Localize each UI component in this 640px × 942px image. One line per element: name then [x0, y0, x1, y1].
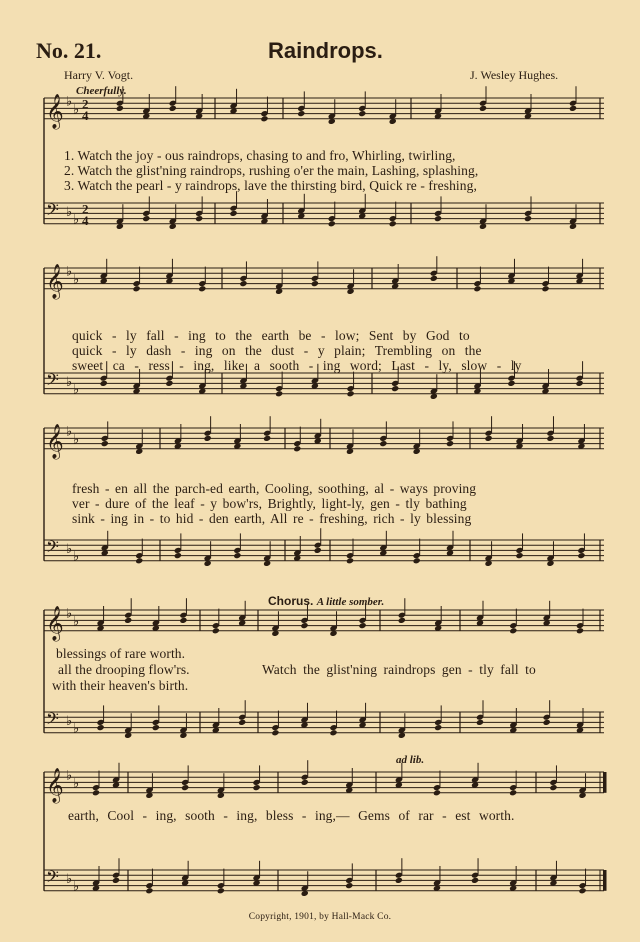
flat-icon: ♭: [73, 879, 80, 895]
lyric-line: all the drooping flow'rs.: [58, 662, 190, 677]
note-head: [212, 627, 220, 634]
flat-icon: ♭: [73, 432, 80, 448]
flat-icon: ♭: [66, 606, 73, 622]
lyric-line: quick - ly dash - ing on the dust - y plain; Trembling on the: [72, 343, 482, 358]
flat-icon: ♭: [73, 614, 80, 630]
flat-icon: ♭: [73, 776, 80, 792]
hymn-number: No. 21.: [36, 38, 102, 63]
note-head: [181, 784, 189, 791]
note-head: [569, 105, 577, 112]
note-head: [314, 547, 322, 554]
flat-icon: ♭: [66, 264, 73, 280]
flat-icon: ♭: [66, 871, 73, 887]
lyric-line: earth, Cool - ing, sooth - ing, bless - ing,— Gems of rar - est worth.: [68, 808, 515, 823]
note-head: [509, 627, 517, 634]
note-head: [233, 552, 241, 559]
note-head: [239, 280, 247, 287]
note-head: [174, 552, 182, 559]
note-head: [524, 215, 532, 222]
note-head: [389, 220, 397, 227]
note-head: [92, 789, 100, 796]
note-head: [253, 784, 261, 791]
flat-icon: ♭: [73, 549, 80, 565]
chorus-label: Chorus. A little somber.: [268, 594, 385, 608]
note-head: [576, 627, 584, 634]
flat-icon: ♭: [73, 212, 80, 228]
time-signature: 4: [82, 212, 89, 228]
flat-icon: ♭: [73, 382, 80, 398]
lyric-line: 2. Watch the glist'ning raindrops, rushing o'er the main, Lashing, splashing,: [64, 163, 479, 178]
note-head: [413, 557, 421, 564]
time-signature: 2: [82, 201, 89, 217]
note-head: [297, 110, 305, 117]
note-head: [198, 285, 206, 292]
note-head: [293, 445, 301, 452]
note-head: [271, 729, 279, 736]
treble-clef-icon: 𝄞: [46, 263, 64, 299]
composer-credit: J. Wesley Hughes.: [470, 68, 559, 82]
note-head: [398, 617, 406, 624]
note-head: [124, 617, 132, 624]
bass-clef-icon: 𝄢: [46, 536, 59, 561]
lyric-line: with their heaven's birth.: [52, 678, 189, 693]
note-head: [217, 887, 225, 894]
tempo-marking: Cheerfully.: [76, 85, 127, 97]
note-head: [204, 435, 212, 442]
note-head: [329, 729, 337, 736]
note-head: [179, 617, 187, 624]
note-head: [145, 887, 153, 894]
lyric-line: sweet ca - ress - ing, like a sooth - ing word; Last - ly, slow - ly: [72, 358, 522, 373]
flat-icon: ♭: [73, 721, 80, 737]
time-signature: 2: [82, 96, 89, 112]
lyric-line: 3. Watch the pearl - y raindrops, lave the thirsting bird, Quick re - freshing,: [64, 178, 477, 193]
note-head: [430, 275, 438, 282]
chorus-direction: A little somber.: [316, 596, 385, 608]
note-head: [358, 110, 366, 117]
lyric-line: sink - ing in - to hid - den earth, All re - freshing, rich - ly blessing: [72, 511, 472, 526]
note-head: [260, 115, 268, 122]
note-head: [101, 440, 109, 447]
note-head: [311, 280, 319, 287]
copyright-notice: Copyright, 1901, by Hall-Mack Co.: [248, 912, 392, 922]
flat-icon: ♭: [73, 102, 80, 118]
note-head: [238, 719, 246, 726]
note-head: [473, 285, 481, 292]
note-head: [507, 380, 515, 387]
note-head: [263, 435, 271, 442]
note-head: [346, 557, 354, 564]
note-head: [142, 215, 150, 222]
treble-clef-icon: 𝄞: [46, 605, 64, 641]
bass-clef-icon: 𝄢: [46, 369, 59, 394]
lyric-line: fresh - en all the parch-ed earth, Cooling, soothing, al - ways proving: [72, 481, 477, 496]
lyric-line: blessings of rare worth.: [56, 646, 186, 661]
note-head: [300, 622, 308, 629]
final-barline: [603, 772, 607, 793]
note-head: [434, 724, 442, 731]
note-head: [395, 877, 403, 884]
note-head: [112, 877, 120, 884]
flat-icon: ♭: [66, 204, 73, 220]
note-head: [275, 390, 283, 397]
lyric-line: ver - dure of the leaf - y bow'rs, Brightly, light-ly, gen - tly bathing: [72, 496, 467, 511]
note-head: [345, 882, 353, 889]
note-head: [434, 215, 442, 222]
note-head: [97, 724, 105, 731]
note-head: [543, 719, 551, 726]
note-head: [301, 779, 309, 786]
flat-icon: ♭: [73, 272, 80, 288]
note-head: [379, 440, 387, 447]
note-head: [328, 220, 336, 227]
note-head: [347, 390, 355, 397]
hymn-title: Raindrops.: [268, 38, 383, 63]
note-head: [541, 285, 549, 292]
bass-clef-icon: 𝄢: [46, 708, 59, 733]
note-head: [509, 789, 517, 796]
flat-icon: ♭: [66, 541, 73, 557]
note-head: [391, 385, 399, 392]
treble-clef-icon: 𝄞: [46, 93, 64, 129]
flat-icon: ♭: [66, 374, 73, 390]
lyric-line: quick - ly fall - ing to the earth be - low; Sent by God to: [72, 328, 470, 343]
note-head: [229, 210, 237, 217]
flat-icon: ♭: [66, 94, 73, 110]
note-head: [485, 435, 493, 442]
note-head: [135, 557, 143, 564]
flat-icon: ♭: [66, 768, 73, 784]
lyricist-credit: Harry V. Vogt.: [64, 68, 134, 82]
note-head: [515, 552, 523, 559]
flat-icon: ♭: [66, 713, 73, 729]
bass-clef-icon: 𝄢: [46, 199, 59, 224]
note-head: [152, 724, 160, 731]
note-head: [549, 784, 557, 791]
note-head: [100, 380, 108, 387]
ad-lib-direction: ad lib.: [396, 754, 425, 766]
note-head: [116, 105, 124, 112]
final-barline: [603, 870, 607, 891]
lyric-line: 1. Watch the joy - ous raindrops, chasing to and fro, Whirling, twirling,: [64, 148, 456, 163]
note-head: [195, 215, 203, 222]
note-head: [578, 887, 586, 894]
note-head: [133, 285, 141, 292]
note-head: [577, 552, 585, 559]
note-head: [446, 440, 454, 447]
chorus-lyric-line: Watch the glist'ning raindrops gen - tly fall to: [262, 662, 536, 677]
note-head: [476, 719, 484, 726]
flat-icon: ♭: [66, 424, 73, 440]
note-head: [471, 877, 479, 884]
note-head: [576, 380, 584, 387]
note-head: [433, 789, 441, 796]
note-head: [169, 105, 177, 112]
note-head: [479, 105, 487, 112]
time-signature: 4: [82, 107, 89, 123]
note-head: [546, 435, 554, 442]
note-head: [359, 622, 367, 629]
note-head: [165, 380, 173, 387]
bass-clef-icon: 𝄢: [46, 866, 59, 891]
treble-clef-icon: 𝄞: [46, 423, 64, 459]
treble-clef-icon: 𝄞: [46, 767, 64, 803]
